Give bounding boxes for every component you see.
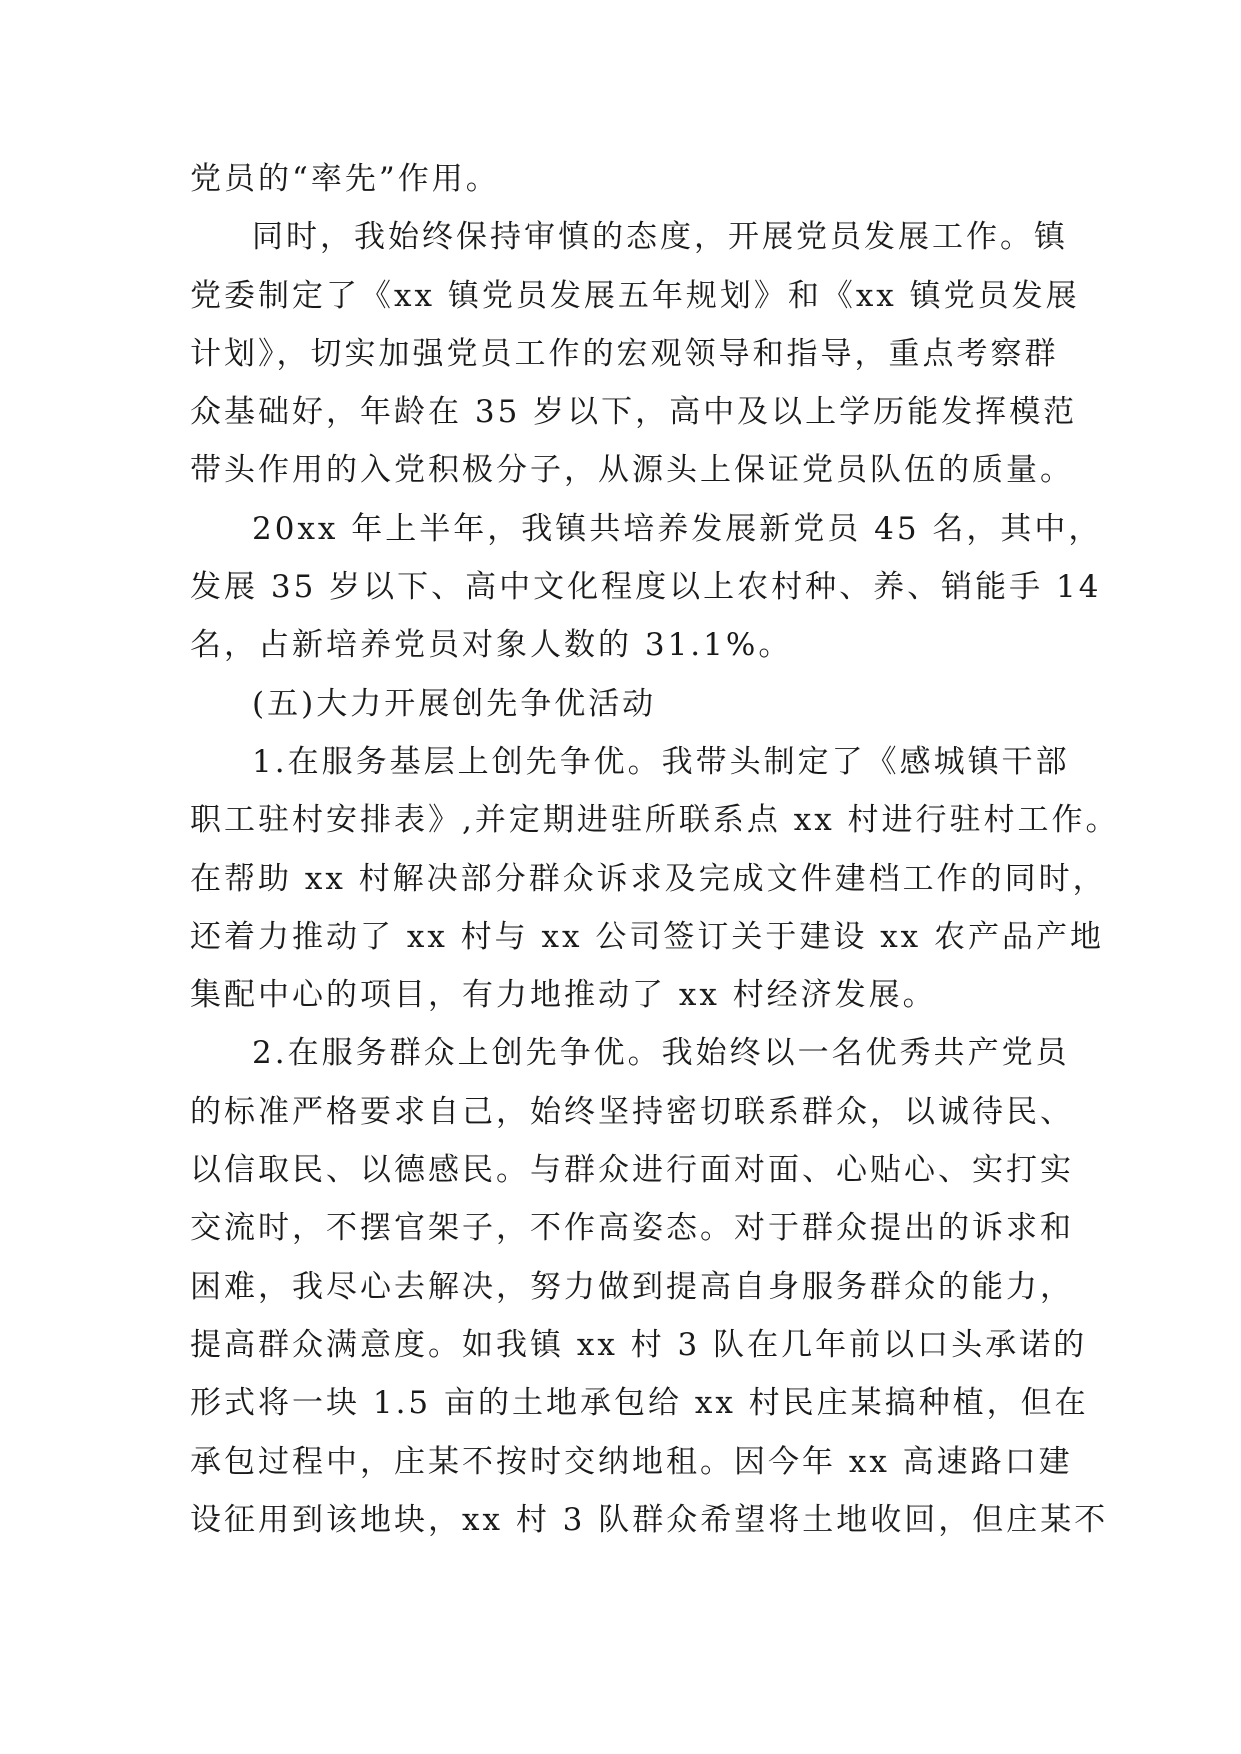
text-line: 20xx 年上半年，我镇共培养发展新党员 45 名，其中，	[252, 510, 1103, 547]
text-line: 1.在服务基层上创先争优。我带头制定了《感城镇干部	[252, 743, 1070, 780]
text-line: 形式将一块 1.5 亩的土地承包给 xx 村民庄某搞种植，但在	[190, 1385, 1089, 1422]
text-line: 众基础好，年龄在 35 岁以下，高中及以上学历能发挥模范	[190, 394, 1078, 431]
text-line: 计划》，切实加强党员工作的宏观领导和指导，重点考察群	[190, 335, 1059, 372]
text-line: 交流时，不摆官架子，不作高姿态。对于群众提出的诉求和	[190, 1210, 1074, 1247]
text-line: 设征用到该地块，xx 村 3 队群众希望将土地收回，但庄某不	[190, 1501, 1109, 1538]
text-line: 带头作用的入党积极分子，从源头上保证党员队伍的质量。	[190, 452, 1074, 489]
document-body	[190, 150, 1120, 1549]
text-line: 2.在服务群众上创先争优。我始终以一名优秀共产党员	[252, 1035, 1070, 1072]
text-line: 发展 35 岁以下、高中文化程度以上农村种、养、销能手 14	[190, 569, 1102, 606]
text-line: 以信取民、以德感民。与群众进行面对面、心贴心、实打实	[190, 1152, 1074, 1189]
text-line: 困难，我尽心去解决，努力做到提高自身服务群众的能力，	[190, 1268, 1074, 1305]
section-heading: (五)大力开展创先争优活动	[252, 685, 657, 722]
text-line: 在帮助 xx 村解决部分群众诉求及完成文件建档工作的同时，	[190, 860, 1107, 897]
text-line: 集配中心的项目，有力地推动了 xx 村经济发展。	[190, 977, 937, 1014]
text-line: 承包过程中，庄某不按时交纳地租。因今年 xx 高速路口建	[190, 1443, 1073, 1480]
text-line: 的标准严格要求自己，始终坚持密切联系群众，以诚待民、	[190, 1093, 1074, 1130]
text-line: 名，占新培养党员对象人数的 31.1%。	[190, 627, 793, 664]
text-line: 党委制定了《xx 镇党员发展五年规划》和《xx 镇党员发展	[190, 277, 1080, 314]
text-line: 同时，我始终保持审慎的态度，开展党员发展工作。镇	[252, 219, 1068, 256]
text-line: 党员的“率先”作用。	[190, 161, 500, 197]
text-line: 提高群众满意度。如我镇 xx 村 3 队在几年前以口头承诺的	[190, 1326, 1088, 1363]
text-line: 职工驻村安排表》,并定期进驻所联系点 xx 村进行驻村工作。	[190, 802, 1120, 839]
text-line: 还着力推动了 xx 村与 xx 公司签订关于建设 xx 农产品产地	[190, 918, 1105, 955]
